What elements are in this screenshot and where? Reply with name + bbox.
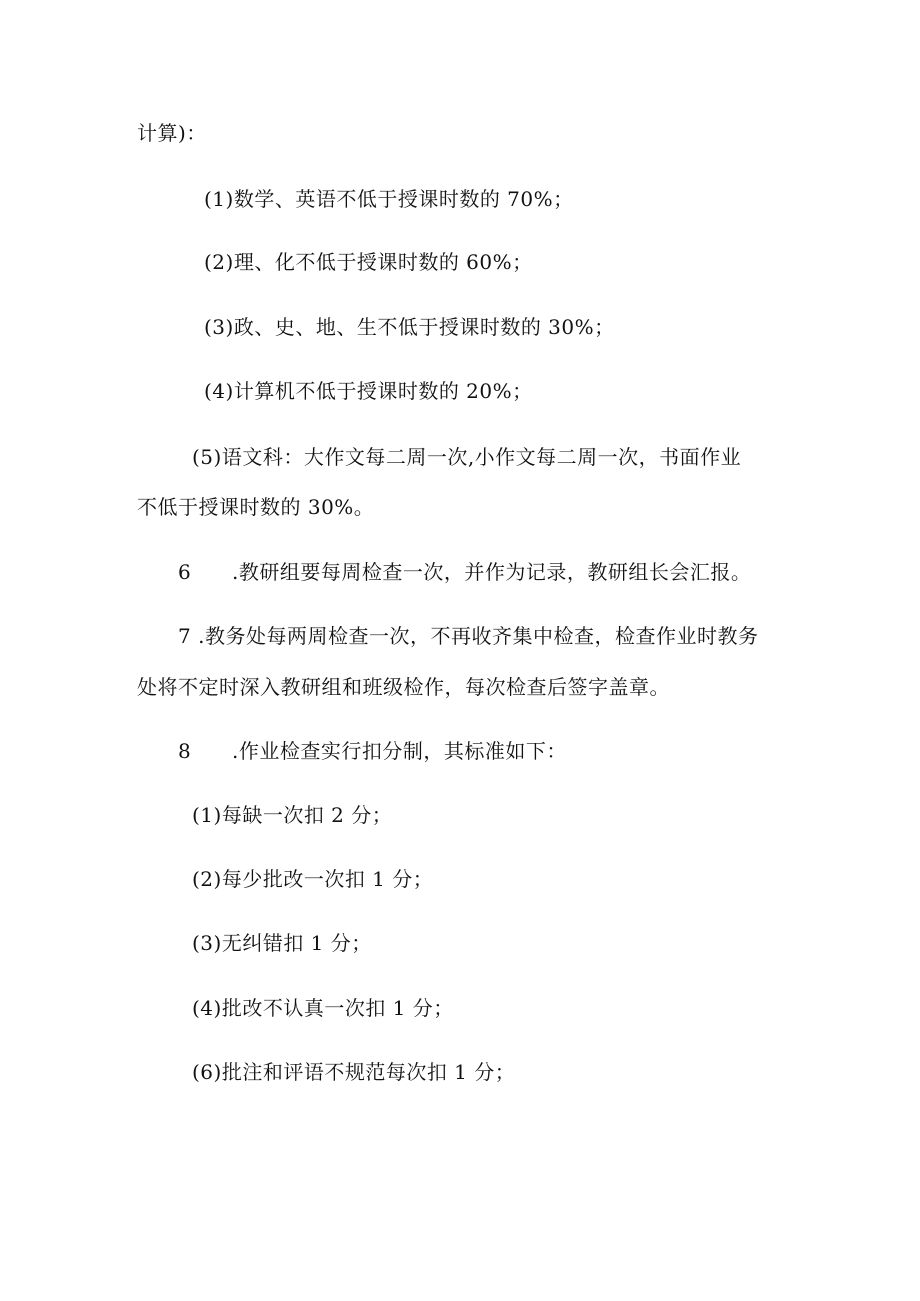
list-item-politics-history: (3)政、史、地、生不低于授课时数的 30%； bbox=[204, 315, 615, 339]
list-item-chinese-line-1: (5)语文科：大作文每二周一次,小作文每二周一次，书面作业 bbox=[192, 445, 742, 469]
point-8-number: 8 bbox=[178, 739, 192, 763]
rule-item-uncorrected: (2)每少批改一次扣 1 分； bbox=[192, 867, 434, 891]
text-line-continuation: 计算)： bbox=[137, 121, 207, 145]
rule-item-no-error-fix: (3)无纠错扣 1 分； bbox=[192, 931, 372, 955]
rule-item-comments: (6)批注和评语不规范每次扣 1 分； bbox=[192, 1060, 516, 1084]
rule-item-missing: (1)每缺一次扣 2 分； bbox=[192, 803, 393, 827]
point-6-number: 6 bbox=[178, 560, 192, 584]
point-8-text: .作业检查实行扣分制，其标准如下： bbox=[232, 739, 567, 763]
list-item-math-english: (1)数学、英语不低于授课时数的 70%； bbox=[204, 187, 574, 211]
list-item-chinese-line-2: 不低于授课时数的 30%。 bbox=[137, 495, 375, 519]
rule-item-careless: (4)批改不认真一次扣 1 分； bbox=[192, 996, 454, 1020]
list-item-computer: (4)计算机不低于授课时数的 20%； bbox=[204, 379, 533, 403]
point-7-line-1: 7 .教务处每两周检查一次，不再收齐集中检查，检查作业时教务 bbox=[178, 624, 759, 648]
point-6-text: .教研组要每周检查一次，并作为记录，教研组长会汇报。 bbox=[232, 560, 752, 584]
list-item-physics-chemistry: (2)理、化不低于授课时数的 60%； bbox=[204, 250, 533, 274]
point-7-line-2: 处将不定时深入教研组和班级检作，每次检查后签字盖章。 bbox=[137, 675, 670, 699]
